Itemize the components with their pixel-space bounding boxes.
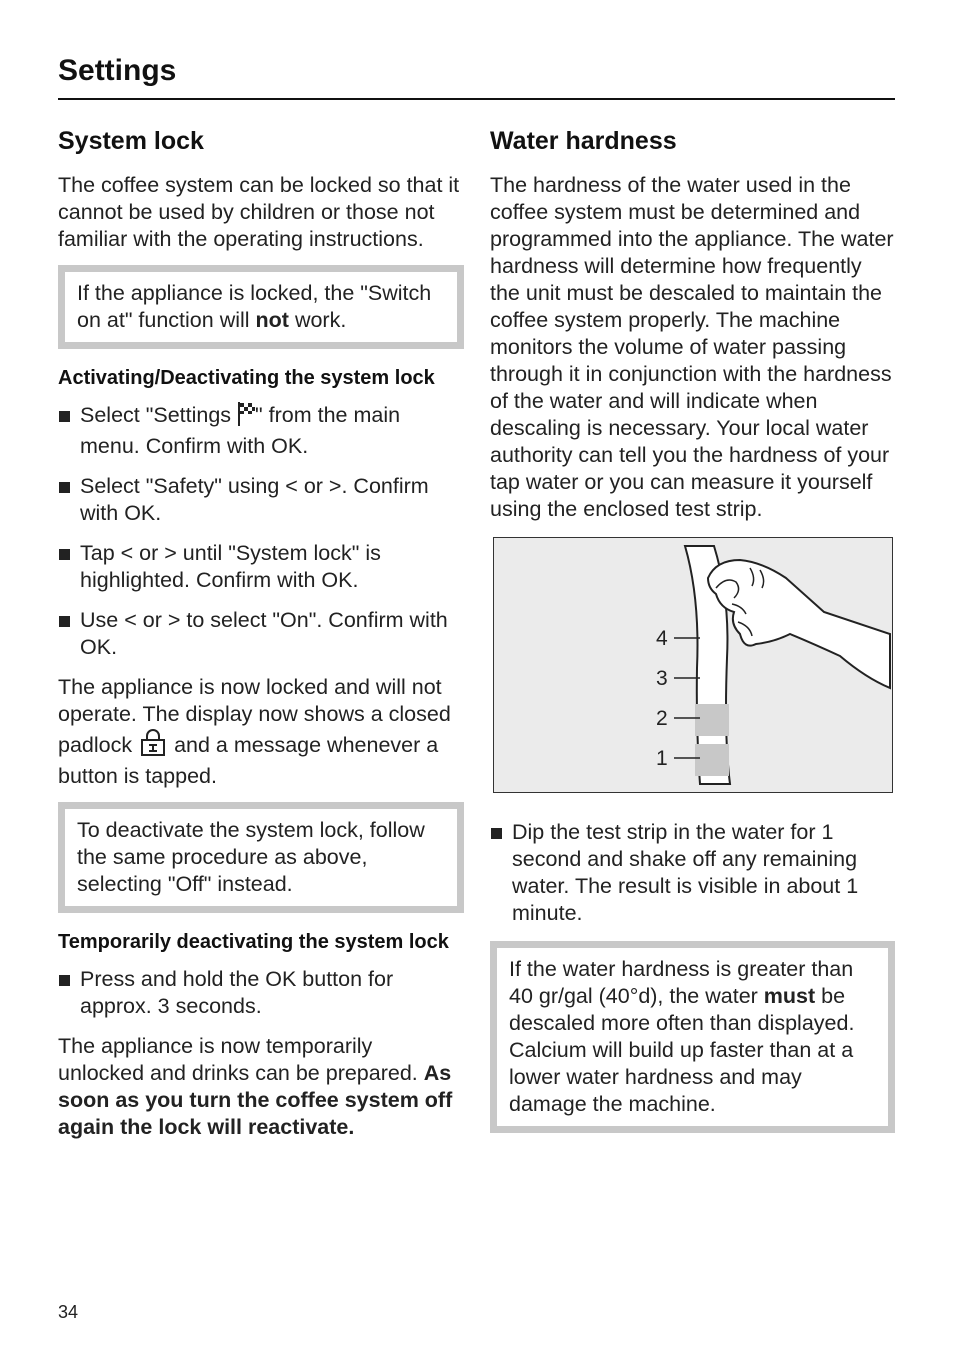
activate-heading: Activating/Deactivating the system lock [58,367,435,389]
temporary-heading: Temporarily deactivating the system lock [58,931,449,953]
list-item: Tap < or > until "System lock" is highlighted. Confirm with OK. [58,540,464,594]
square-bullet-icon [59,975,70,986]
flag-icon [237,402,255,433]
water-hardness-heading: Water hardness [490,127,677,155]
strip-label-3: 3 [656,667,668,690]
list-item: Dip the test strip in the water for 1 second and shake off any remaining water. The result is visible in about 1 minute. [490,819,895,927]
square-bullet-icon [59,482,70,493]
locked-text: The appliance is now locked and will not operate. The display now shows a closed padlock and a message whenever a button is tapped. [58,675,451,788]
temporary-text: The appliance is now temporarily unlocked and drinks can be prepared. As soon as you turn the coffee system off again the lock will reactivate. [58,1034,453,1139]
list-item: Select "Safety" using < or >. Confirm with OK. [58,473,464,527]
page-number: 34 [58,1302,79,1322]
deactivate-note: To deactivate the system lock, follow the same procedure as above, selecting "Off" instead. [58,802,464,913]
hand-illustration [708,560,890,688]
water-hardness-column [490,124,895,1149]
list-item: Use < or > to select "On". Confirm with OK. [58,607,464,661]
temporary-steps [58,966,464,1020]
system-lock-column [58,124,464,1153]
water-hardness-intro: The hardness of the water used in the coffee system must be determined and programmed into the appliance. The water hardness will determine how frequently the unit must be descaled to maintain the coffee system properly. The machine monitors the volume of water passing through it in conjunction with the hardness of the water and will indicate when descaling is necessary. Your local water authority can tell you the hardness of your tap water or you can measure it yourself using the enclosed test strip. [490,173,894,521]
activate-steps [58,402,464,661]
test-field-1 [695,744,729,776]
square-bullet-icon [59,616,70,627]
page-title: Settings [58,54,177,87]
padlock-icon [138,728,168,763]
system-lock-intro: The coffee system can be locked so that it cannot be used by children or those not familiar with the operating instructions. [58,173,460,251]
square-bullet-icon [491,828,502,839]
square-bullet-icon [59,411,70,422]
title-rule [58,98,895,100]
test-strip-illustration [493,537,893,793]
strip-label-1: 1 [656,747,668,770]
descale-warning-note: If the water hardness is greater than 40 gr/gal (40°d), the water must be descaled more often than displayed. Calcium will build up faster than at a lower water hardness and may damage the machine. [490,941,895,1133]
list-item: Select "Settings " from the main menu. Confirm with OK. [58,402,464,460]
system-lock-heading: System lock [58,127,204,155]
strip-label-2: 2 [656,707,668,730]
square-bullet-icon [59,549,70,560]
switch-on-note: If the appliance is locked, the "Switch on at" function will not work. [58,265,464,349]
list-item: Press and hold the OK button for approx. 3 seconds. [58,966,464,1020]
test-field-2 [695,704,729,736]
strip-label-4: 4 [656,627,668,650]
water-hardness-steps [490,819,895,927]
